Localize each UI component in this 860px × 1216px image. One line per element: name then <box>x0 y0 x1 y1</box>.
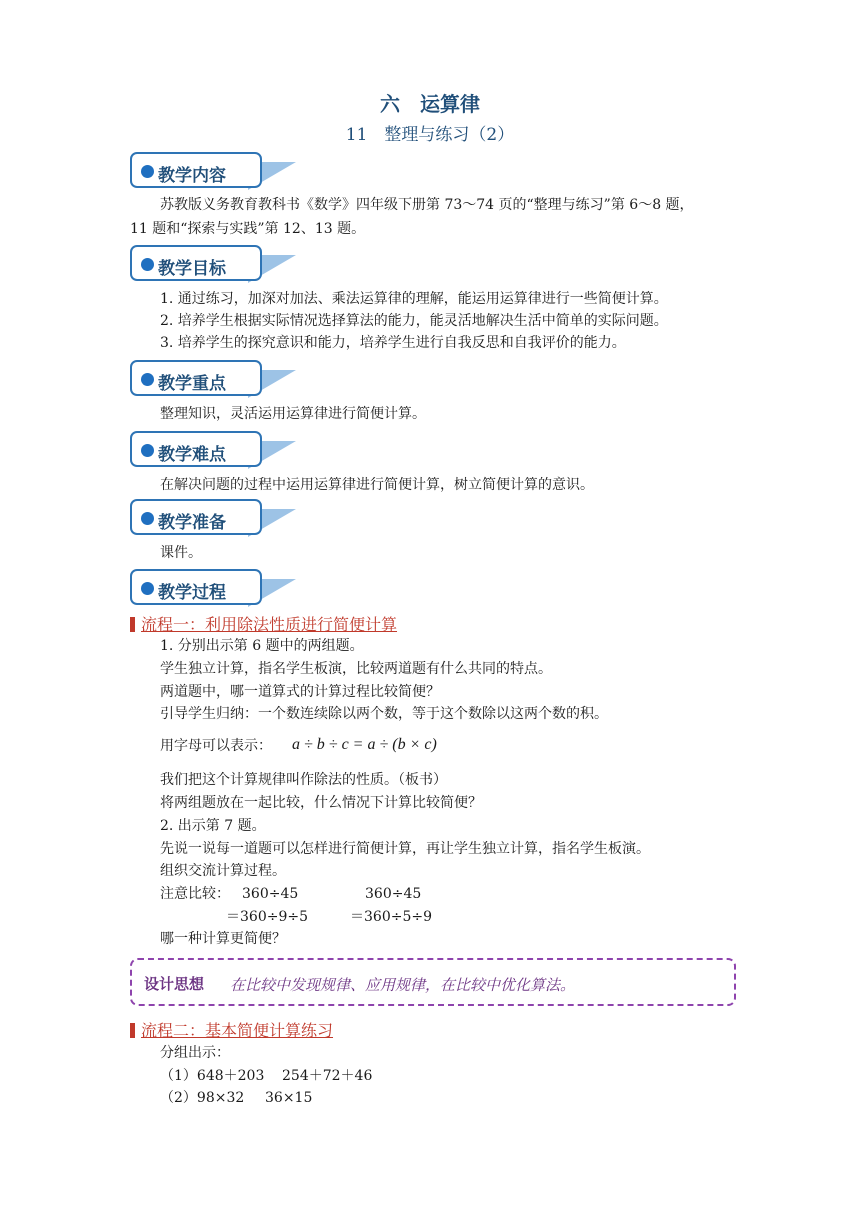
bullet-dot-icon <box>141 258 154 271</box>
goal-line-2: 2. 培养学生根据实际情况选择算法的能力，能灵活地解决生活中简单的实际问题。 <box>160 313 668 329</box>
flow2-row2b: 36×15 <box>265 1090 313 1106</box>
section-label: 教学目标 <box>158 259 226 279</box>
flow1-heading <box>130 612 397 635</box>
compare-a1: 360÷45 <box>242 886 299 902</box>
flow2-row1b: 254＋72＋46 <box>282 1068 373 1084</box>
compare-label: 注意比较： <box>160 886 230 902</box>
section-label: 教学过程 <box>158 583 226 603</box>
goal-line-1: 1. 通过练习，加深对加法、乘法运算律的理解，能运用运算律进行一些简便计算。 <box>160 291 668 307</box>
flow1-question: 哪一种计算更简便？ <box>160 931 286 947</box>
bullet-dot-icon <box>141 512 154 525</box>
flow1-title: 流程一：利用除法性质进行简便计算 <box>141 615 398 634</box>
section-label: 教学准备 <box>158 513 226 533</box>
lesson-title: 11 整理与练习（2） <box>345 125 515 145</box>
preparation-line: 课件。 <box>160 545 202 561</box>
flow2-intro: 分组出示： <box>160 1045 230 1061</box>
flow1-line-4: 引导学生归纳：一个数连续除以两个数，等于这个数除以这两个数的积。 <box>160 706 608 722</box>
flow1-line-6: 将两组题放在一起比较，什么情况下计算比较简便？ <box>160 795 482 811</box>
flow-marker-icon <box>130 617 135 632</box>
section-header-key-points <box>130 360 296 400</box>
section-header-preparation <box>130 499 296 539</box>
bullet-dot-icon <box>141 582 154 595</box>
flow-marker-icon <box>130 1023 135 1038</box>
flow2-title: 流程二：基本简便计算练习 <box>141 1021 334 1040</box>
section-label: 教学内容 <box>158 166 226 186</box>
flow1-line-1: 1. 分别出示第 6 题中的两组题。 <box>160 638 364 654</box>
flow1-line-3: 两道题中，哪一道算式的计算过程比较简便？ <box>160 684 440 700</box>
section-label: 教学重点 <box>158 374 226 394</box>
flow1-line-7: 2. 出示第 7 题。 <box>160 818 266 834</box>
compare-b2: ＝360÷5÷9 <box>350 909 432 925</box>
flow2-row1a: （1）648＋203 <box>160 1068 265 1084</box>
key-point-line: 整理知识，灵活运用运算律进行简便计算。 <box>160 406 426 422</box>
content-line-1: 苏教版义务教育教科书《数学》四年级下册第 73～74 页的“整理与练习”第 6～8 题， <box>160 197 694 213</box>
bullet-dot-icon <box>141 373 154 386</box>
flow2-row2a: （2）98×32 <box>160 1090 245 1106</box>
flow1-line-9: 组织交流计算过程。 <box>160 863 286 879</box>
formula: a ÷ b ÷ c = a ÷ (b × c) <box>292 736 437 753</box>
bullet-dot-icon <box>141 444 154 457</box>
compare-b1: 360÷45 <box>365 886 422 902</box>
chapter-title: 六 运算律 <box>380 92 480 116</box>
design-text: 在比较中发现规律、应用规律，在比较中优化算法。 <box>230 976 576 994</box>
section-header-goals <box>130 245 296 285</box>
bullet-dot-icon <box>141 165 154 178</box>
flow2-heading <box>130 1018 333 1041</box>
content-line-2: 11 题和“探索与实践”第 12、13 题。 <box>130 221 366 237</box>
design-label: 设计思想 <box>144 975 205 993</box>
section-header-content <box>130 152 296 192</box>
section-label: 教学难点 <box>158 445 226 465</box>
difficulty-line: 在解决问题的过程中运用运算律进行简便计算，树立简便计算的意识。 <box>160 477 594 493</box>
design-idea-box <box>130 958 736 1006</box>
goal-line-3: 3. 培养学生的探究意识和能力，培养学生进行自我反思和自我评价的能力。 <box>160 335 626 351</box>
flow1-line-2: 学生独立计算，指名学生板演，比较两道题有什么共同的特点。 <box>160 661 552 677</box>
flow1-line-8: 先说一说每一道题可以怎样进行简便计算，再让学生独立计算，指名学生板演。 <box>160 841 650 857</box>
formula-label: 用字母可以表示： <box>160 738 272 754</box>
compare-a2: ＝360÷9÷5 <box>226 909 308 925</box>
section-header-process <box>130 569 296 609</box>
flow1-line-5: 我们把这个计算规律叫作除法的性质。（板书） <box>160 772 447 788</box>
section-header-difficulties <box>130 431 296 471</box>
